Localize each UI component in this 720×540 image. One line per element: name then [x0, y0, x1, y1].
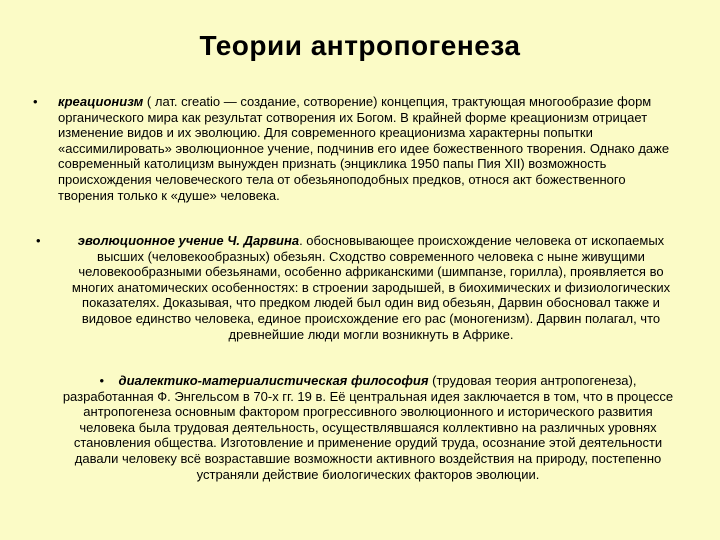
bullet-dialectic: [58, 373, 678, 482]
bullet-darwin: [60, 233, 682, 342]
bullet-marker-1: •: [33, 94, 38, 109]
bullet-marker-3: •: [99, 373, 105, 388]
bullet-lead-creationism: креационизм: [58, 94, 144, 109]
bullet-creationism: [58, 94, 670, 203]
bullet-text-darwin: . обосновывающее происхождение человека от ископаемых высших (человекообразных) обезьян. Сходство современного человека с ныне живущими человекообразными обезьянами, особенно африканскими (шимпанзе, горилла), проявляется во многих анатомических особенностях: в строении зародышей, в биохимических и физиологических показателях. Доказывая, что предком людей был один вид обезьян, Дарвин обосновал также и видовое единство человека, единое происхождение его рас (моногенизм). Дарвин полагал, что древнейшие люди могли возникнуть в Африке.: [71, 233, 671, 342]
bullet-lead-dialectic: диалектико-материалистическая философия: [118, 373, 429, 388]
slide-title: Теории антропогенеза: [199, 30, 521, 61]
bullet-marker-2: •: [36, 233, 41, 248]
bullet-lead-darwin: эволюционное учение Ч. Дарвина: [77, 233, 300, 248]
bullet-text-dialectic: (трудовая теория антропогенеза), разработанная Ф. Энгельсом в 70-х гг. 19 в. Её центральная идея заключается в том, что в процессе антропогенеза основным фактором прогрессивного эволюционного и исторического развития человека была трудовая деятельность, осуществлявшаяся коллективно на различных уровнях становления общества. Изготовление и применение орудий труда, осознание этой деятельности давали человеку всё возраставшие возможности активного воздействия на природу, постепенно устраняли действие биологических факторов эволюции.: [62, 373, 674, 482]
bullet-text-creationism: ( лат. creatio — создание, сотворение) концепция, трактующая многообразие форм органического мира как результат сотворения их Богом. В крайней форме креационизм отрицает изменение видов и их эволюцию. Для современного креационизма характерны попытки «ассимилировать» эволюционное учение, подчинив его идее божественного творения. Однако даже современный католицизм вынужден признать (энциклика 1950 папы Пия XII) возможность происхождения человеческого тела от обезьяноподобных предков, относя акт божественного творения только к «душе» человека.: [58, 94, 670, 203]
